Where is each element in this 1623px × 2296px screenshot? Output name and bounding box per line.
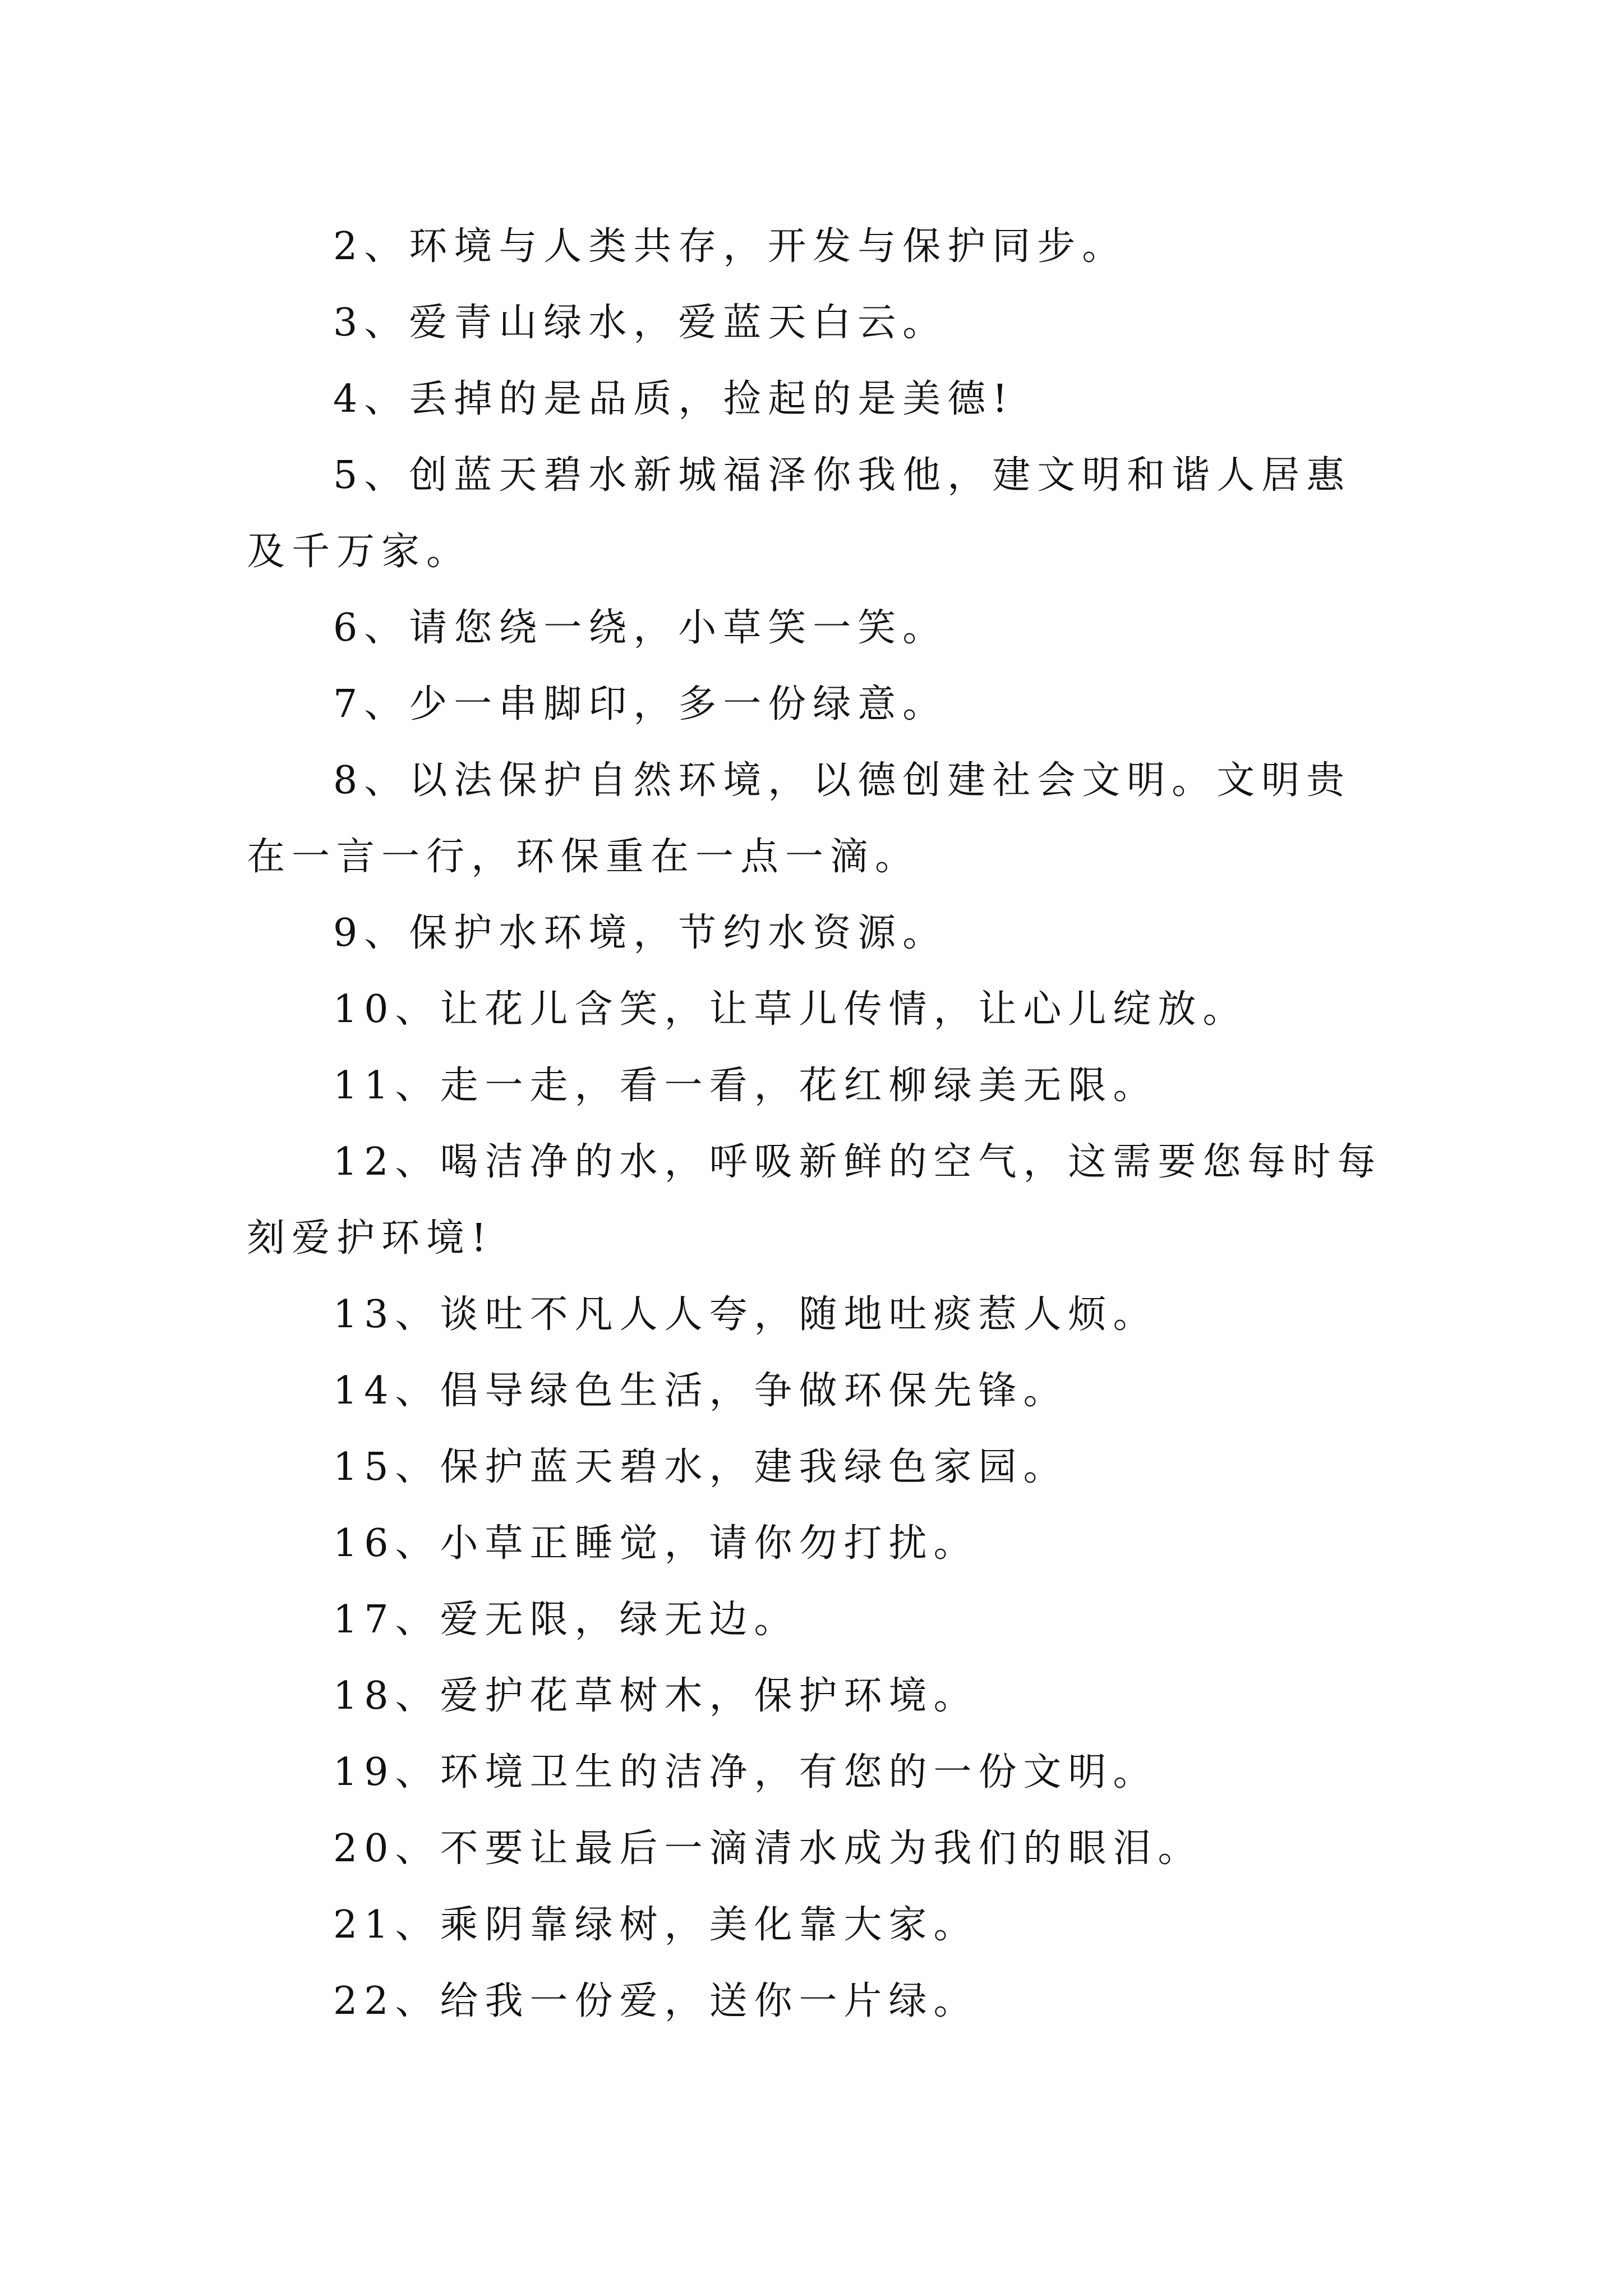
slogan-paragraph: 6、请您绕一绕，小草笑一笑。 [333, 606, 948, 650]
document-body [247, 209, 1385, 2040]
slogan-paragraph: 17、爱无限，绿无边。 [333, 1598, 799, 1642]
slogan-paragraph: 21、乘阴靠绿树，美化靠大家。 [333, 1903, 979, 1947]
slogan-paragraph: 7、少一串脚印，多一份绿意。 [333, 682, 948, 726]
slogan-paragraph: 10、让花儿含笑，让草儿传情，让心儿绽放。 [333, 987, 1248, 1032]
slogan-paragraph: 5、创蓝天碧水新城福泽你我他，建文明和谐人居惠及千万家。 [247, 453, 1352, 574]
slogan-paragraph: 3、爱青山绿水，爱蓝天白云。 [333, 301, 948, 345]
slogan-paragraph: 15、保护蓝天碧水，建我绿色家园。 [333, 1445, 1068, 1489]
slogan-paragraph: 12、喝洁净的水，呼吸新鲜的空气，这需要您每时每刻爱护环境! [247, 1140, 1382, 1260]
slogan-paragraph: 22、给我一份爱，送你一片绿。 [333, 1979, 979, 2023]
slogan-paragraph: 9、保护水环境，节约水资源。 [333, 911, 948, 955]
slogan-paragraph: 14、倡导绿色生活，争做环保先锋。 [333, 1369, 1068, 1413]
slogan-paragraph: 8、以法保护自然环境，以德创建社会文明。文明贵在一言一行，环保重在一点一滴。 [247, 758, 1352, 879]
slogan-paragraph: 19、环境卫生的洁净，有您的一份文明。 [333, 1750, 1158, 1795]
slogan-paragraph: 18、爱护花草树木，保护环境。 [333, 1674, 979, 1718]
slogan-paragraph: 11、走一走，看一看，花红柳绿美无限。 [333, 1064, 1158, 1108]
slogan-paragraph: 20、不要让最后一滴清水成为我们的眼泪。 [333, 1826, 1203, 1871]
slogan-paragraph: 4、丢掉的是品质，捡起的是美德! [333, 377, 1015, 421]
slogan-paragraph: 16、小草正睡觉，请你勿打扰。 [333, 1521, 979, 1566]
slogan-paragraph: 13、谈吐不凡人人夸，随地吐痰惹人烦。 [333, 1292, 1158, 1337]
slogan-paragraph: 2、环境与人类共存，开发与保护同步。 [333, 224, 1127, 269]
